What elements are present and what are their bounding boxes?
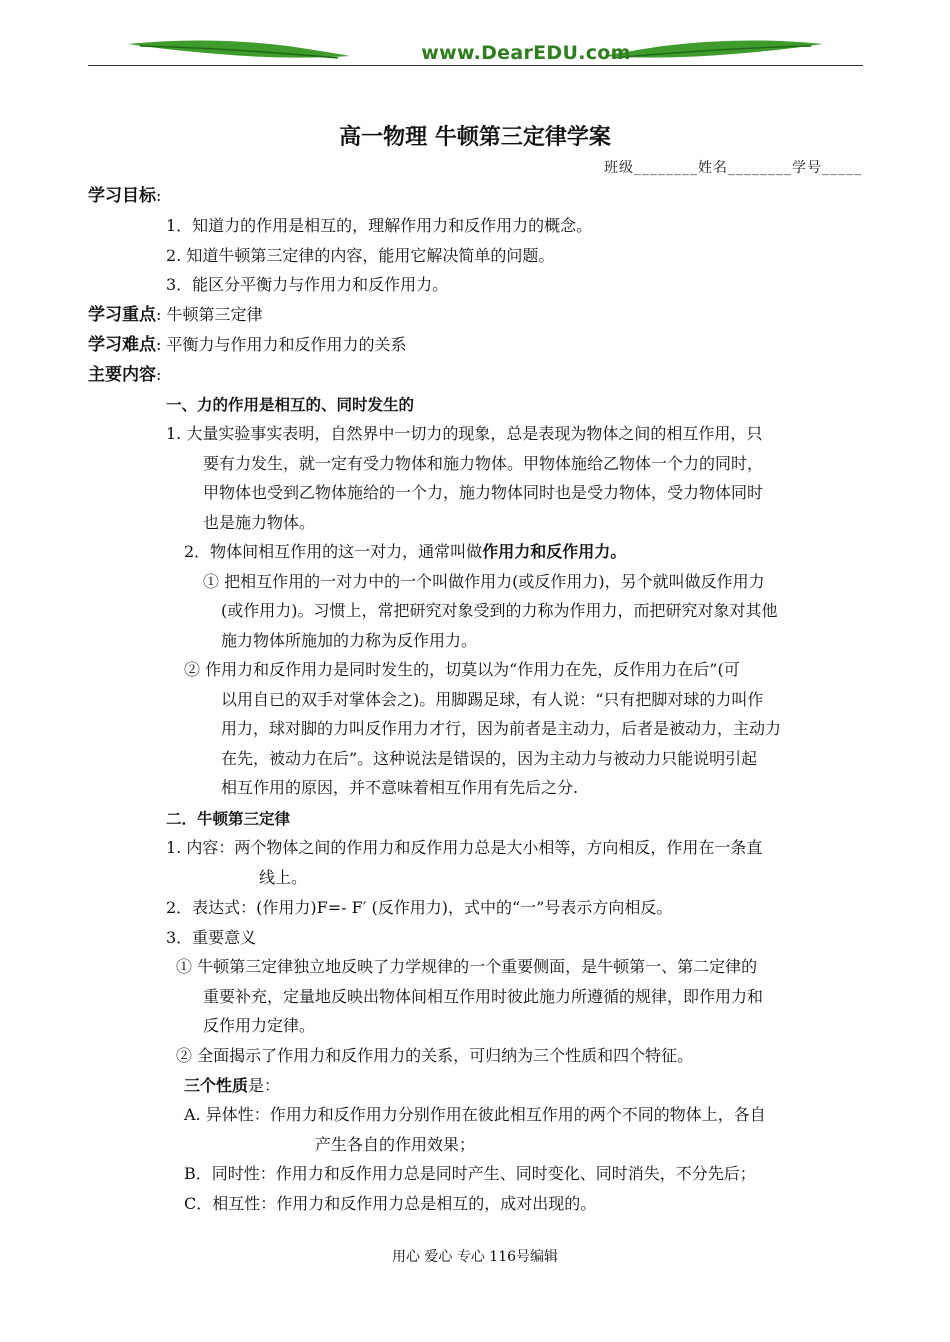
paragraph-2-bold-term: 作用力和反作用力。 xyxy=(482,542,627,561)
significance-heading: 3．重要意义 xyxy=(166,928,257,947)
student-info-fields: 班级________姓名________学号_____ xyxy=(604,160,862,176)
difficulty-text: : 平衡力与作用力和反作用力的关系 xyxy=(156,335,407,354)
paragraph-2-text: 2．物体间相互作用的这一对力，通常叫做 xyxy=(184,542,483,561)
paragraph-line: (或作用力)。习惯上，常把研究对象受到的力称为作用力，而把研究对象对其他 xyxy=(221,601,778,620)
goals-colon: : xyxy=(156,186,162,205)
property-a-line: 产生各自的作用效果； xyxy=(315,1135,476,1154)
paragraph-line: ② 作用力和反作用力是同时发生的，切莫以为“作用力在先，反作用力在后”(可 xyxy=(184,660,740,679)
paragraph-2-line xyxy=(184,542,626,562)
section-1-heading: 一、力的作用是相互的、同时发生的 xyxy=(166,396,415,414)
paragraph-line: 1. 大量实验事实表明，自然界中一切力的现象，总是表现为物体之间的相互作用，只 xyxy=(166,424,763,443)
paragraph-line: 相互作用的原因，并不意味着相互作用有先后之分. xyxy=(221,778,579,797)
expression-line: 2．表达式：(作用力)F=- F′ (反作用力)，式中的“一”号表示方向相反。 xyxy=(166,898,673,917)
key-point-text: : 牛顿第三定律 xyxy=(156,305,263,324)
properties-heading: 三个性质 xyxy=(184,1076,249,1095)
paragraph-line: 反作用力定律。 xyxy=(203,1016,316,1035)
paragraph-line: 线上。 xyxy=(259,868,308,887)
property-b-line: B．同时性：作用力和反作用力总是同时产生、同时变化、同时消失，不分先后； xyxy=(184,1164,756,1183)
page-footer: 用心 爱心 专心 116号编辑 xyxy=(391,1249,559,1265)
paragraph-line: 也是施力物体。 xyxy=(203,513,316,532)
goals-heading: 学习目标 xyxy=(88,186,156,206)
difficulty-heading: 学习难点 xyxy=(88,335,156,355)
goals-heading-line xyxy=(88,186,161,206)
key-point-heading: 学习重点 xyxy=(88,305,156,325)
paragraph-line: ① 把相互作用的一对力中的一个叫做作用力(或反作用力)，另个就叫做反作用力 xyxy=(203,572,765,591)
goal-item: 2. 知道牛顿第三定律的内容，能用它解决简单的问题。 xyxy=(166,246,555,265)
header-rule xyxy=(88,65,863,66)
paragraph-line: 在先，被动力在后”。这种说法是错误的，因为主动力与被动力只能说明引起 xyxy=(221,749,758,768)
content-colon: : xyxy=(156,365,162,384)
goal-item: 1．知道力的作用是相互的，理解作用力和反作用力的概念。 xyxy=(166,216,593,235)
paragraph-line: 以用自已的双手对掌体会之)。用脚踢足球，有人说：“只有把脚对球的力叫作 xyxy=(221,690,764,709)
key-point-line xyxy=(88,305,262,325)
document-title: 高一物理 牛顿第三定律学案 xyxy=(339,125,611,150)
paragraph-line: 要有力发生，就一定有受力物体和施力物体。甲物体施给乙物体一个力的同时， xyxy=(203,454,764,473)
goal-item: 3．能区分平衡力与作用力和反作用力。 xyxy=(166,275,449,294)
properties-suffix: 是： xyxy=(248,1076,281,1095)
content-heading-line xyxy=(88,365,161,385)
property-c-line: C．相互性：作用力和反作用力总是相互的，成对出现的。 xyxy=(184,1194,597,1213)
paragraph-line: 用力，球对脚的力叫反作用力才行，因为前者是主动力，后者是被动力，主动力 xyxy=(221,719,782,738)
property-a-line: A. 异体性：作用力和反作用力分别作用在彼此相互作用的两个不同的物体上，各自 xyxy=(184,1105,766,1124)
paragraph-line: 1. 内容：两个物体之间的作用力和反作用力总是大小相等，方向相反，作用在一条直 xyxy=(166,838,763,857)
paragraph-line: 重要补充，定量地反映出物体间相互作用时彼此施力所遵循的规律，即作用力和 xyxy=(203,987,764,1006)
section-2-heading: 二．牛顿第三定律 xyxy=(166,810,291,828)
content-heading: 主要内容 xyxy=(88,365,156,385)
paragraph-line: ① 牛顿第三定律独立地反映了力学规律的一个重要侧面，是牛顿第一、第二定律的 xyxy=(176,957,758,976)
paragraph-line: ② 全面揭示了作用力和反作用力的关系，可归纳为三个性质和四个特征。 xyxy=(176,1046,694,1065)
difficulty-line xyxy=(88,335,406,355)
site-logo-text[interactable]: www.DearEDU.com xyxy=(421,42,631,64)
paragraph-line: 施力物体所施加的力称为反作用力。 xyxy=(221,631,478,650)
paragraph-line: 甲物体也受到乙物体施给的一个力，施力物体同时也是受力物体，受力物体同时 xyxy=(203,483,764,502)
properties-heading-line xyxy=(184,1076,280,1096)
